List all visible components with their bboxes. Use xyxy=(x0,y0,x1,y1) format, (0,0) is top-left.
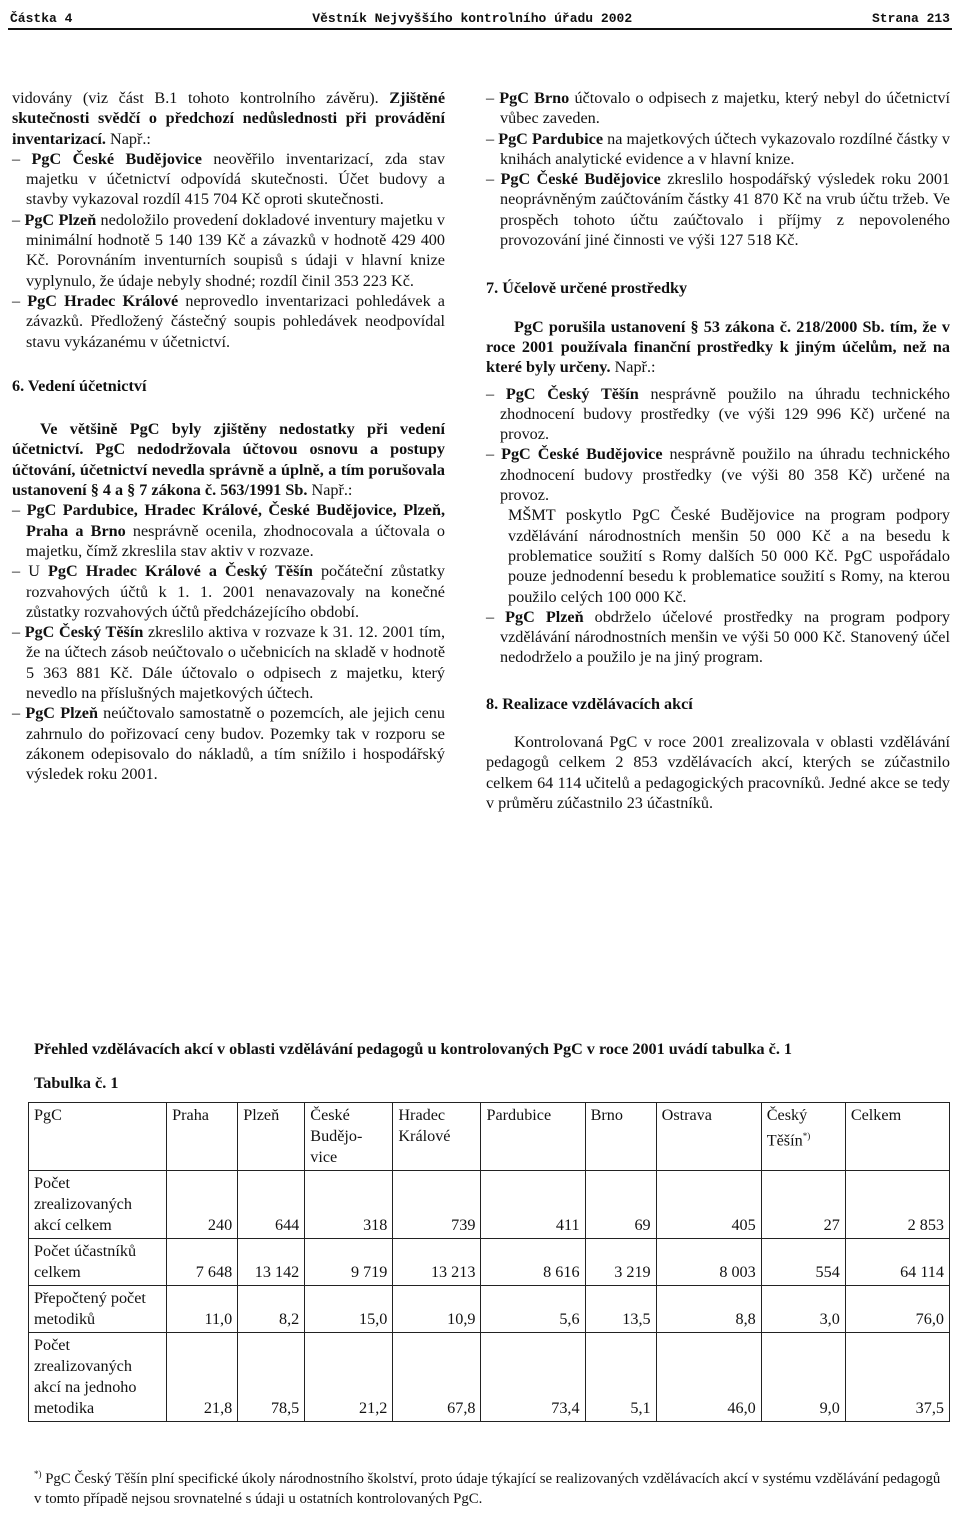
table-cell: 73,4 xyxy=(481,1333,585,1422)
column-header: Celkem xyxy=(845,1103,949,1171)
list-item: – PgC České Budějovice nesprávně použilo na úhradu technického zhodnocení budovy prostředky (ve výši 80 358 Kč) určené na provoz. xyxy=(486,445,951,505)
column-header: PgC xyxy=(29,1103,167,1171)
list-item: – PgC Český Těšín zkreslilo aktiva v rozvaze k 31. 12. 2001 tím, že na účtech zásob neúčtovalo o učebnicích na skladě v hodnotě 5 363 881 Kč. Dále účtovalo o odpisech z majetku, který nevedlo na příslušných majetkových účtech. xyxy=(12,623,446,703)
footnote-mark: *) xyxy=(34,1469,42,1479)
table-cell: 11,0 xyxy=(167,1286,238,1333)
column-header: České Budějo-vice xyxy=(305,1103,393,1171)
column-header: Pardubice xyxy=(481,1103,585,1171)
table-cell: 21,2 xyxy=(305,1333,393,1422)
table-header-row xyxy=(29,1103,950,1171)
column-header: Praha xyxy=(167,1103,238,1171)
table-cell: 318 xyxy=(305,1171,393,1239)
column-header: Brno xyxy=(585,1103,656,1171)
list-item-continuation: MŠMT poskytlo PgC České Budějovice na program podpory vzdělávání národnostních menšin 50 000 Kč a na besedu k problematice soužití s Romy dalších 50 000 Kč. PgC uspořádalo pouze jednodenní besedu k problematice soužití s Romy, na kterou použilo celých 100 000 Kč. xyxy=(508,506,950,606)
table-cell: 69 xyxy=(585,1171,656,1239)
table-cell: 21,8 xyxy=(167,1333,238,1422)
table-row xyxy=(29,1333,950,1422)
column-header: Hradec Králové xyxy=(393,1103,481,1171)
table-cell: 9 719 xyxy=(305,1239,393,1286)
list-item: – PgC Český Těšín nesprávně použilo na úhradu technického zhodnocení budovy prostředky (ve výši 129 996 Kč) určené na provoz. xyxy=(486,384,951,444)
table-cell: 405 xyxy=(656,1171,761,1239)
section-7-lead: PgC porušila ustanovení § 53 zákona č. 218/2000 Sb. tím, že v roce 2001 používala finanční prostředky k jiným účelům, než na které byly určeny. Např.: xyxy=(486,317,950,377)
footnote-mark: *) xyxy=(802,1131,811,1141)
table-cell: 8 616 xyxy=(481,1239,585,1286)
column-header: Plzeň xyxy=(238,1103,305,1171)
row-label: Přepočtený počet metodiků xyxy=(29,1286,167,1333)
table-cell: 3,0 xyxy=(761,1286,845,1333)
table-caption: Tabulka č. 1 xyxy=(34,1074,119,1092)
list-item: – PgC Plzeň nedoložilo provedení dokladové inventury majetku v minimální hodnotě 5 140 139 Kč a závazků v hodnotě 429 400 Kč. Porovnáním inventurních soupisů s údaji v hlavní knize vyplynulo, že údaje nebyly shodné; rozdíl činil 353 223 Kč. xyxy=(12,210,446,290)
table-row xyxy=(29,1171,950,1239)
table-cell: 3 219 xyxy=(585,1239,656,1286)
table-row xyxy=(29,1239,950,1286)
table-cell: 739 xyxy=(393,1171,481,1239)
table-intro: Přehled vzdělávacích akcí v oblasti vzdělávání pedagogů u kontrolovaných PgC v roce 2001 uvádí tabulka č. 1 xyxy=(34,1040,793,1058)
list-item: – PgC České Budějovice neověřilo inventarizací, zda stav majetku v účetnictví odpovídá skutečnosti. Účet budovy a stavby vykazoval rozdíl 415 704 Kč oproti skutečnosti. xyxy=(12,149,445,209)
section-8-title: 8. Realizace vzdělávacích akcí xyxy=(486,694,693,713)
left-column xyxy=(12,88,445,785)
table-cell: 411 xyxy=(481,1171,585,1239)
table-cell: 8,2 xyxy=(238,1286,305,1333)
table-cell: 5,6 xyxy=(481,1286,585,1333)
section-6-title: 6. Vedení účetnictví xyxy=(12,376,147,395)
list-item: – PgC České Budějovice zkreslilo hospodářský výsledek roku 2001 neoprávněným zaúčtováním částky 41 870 Kč na vrub účtu tržeb. Ve prospěch tohoto účtu zaúčtovalo i příjmy z nepovoleného provozování jiné činnosti ve výši 127 518 Kč. xyxy=(486,170,951,250)
list-item: – PgC Hradec Králové neprovedlo inventarizaci pohledávek a závazků. Předložený částečný soupis pohledávek neodpovídal stavu vykázanému v účetnictví. xyxy=(12,291,445,351)
section-8-text: Kontrolovaná PgC v roce 2001 zrealizovala v oblasti vzdělávání pedagogů celkem 2 853 vzdělávacích akcí, kterých se zúčastnilo celkem 64 114 učitelů a pedagogických pracovníků. Jedné akce se tedy v průměru zúčastnilo 23 účastníků. xyxy=(486,733,950,812)
table-cell: 9,0 xyxy=(761,1333,845,1422)
table-row xyxy=(29,1286,950,1333)
issue-label: Částka 4 xyxy=(10,11,73,26)
table-cell: 64 114 xyxy=(845,1239,949,1286)
table-cell: 13,5 xyxy=(585,1286,656,1333)
table-cell: 644 xyxy=(238,1171,305,1239)
table-cell: 13 213 xyxy=(393,1239,481,1286)
row-label: Počet zrealizovaných akcí celkem xyxy=(29,1171,167,1239)
list-item: – PgC Plzeň neúčtovalo samostatně o pozemcích, ale jejich cenu zahrnulo do pořizovací ceny budov. Pozemky tak v rozporu se zákonem odepisovalo do nákladů, a tím snížilo i hospodářský výsledek roku 2001. xyxy=(12,704,445,784)
page-number: Strana 213 xyxy=(871,11,950,26)
header-rule xyxy=(8,28,952,30)
table-cell: 8 003 xyxy=(656,1239,761,1286)
section-6-lead: Ve většině PgC byly zjištěny nedostatky při vedení účetnictví. PgC nedodržovala účtovou osnovu a postupy účtování, účetnictví nevedla správně a úplně, a tím porušovala ustanovení § 4 a § 7 zákona č. 563/1991 Sb. Např.: xyxy=(12,420,445,500)
table-cell: 67,8 xyxy=(393,1333,481,1422)
table-cell: 240 xyxy=(167,1171,238,1239)
table-cell: 15,0 xyxy=(305,1286,393,1333)
list-item: – PgC Brno účtovalo o odpisech z majetku, který nebyl do účetnictví vůbec zaveden. xyxy=(486,89,950,128)
paragraph-continuation: vidovány (viz část B.1 tohoto kontrolního závěru). Zjištěné skutečnosti svědčí o předchozí nedůslednosti při provádění inventarizací. Např.: xyxy=(12,89,445,148)
table-cell: 37,5 xyxy=(845,1333,949,1422)
running-head xyxy=(10,4,950,26)
list-item: – PgC Plzeň obdrželo účelové prostředky na program podpory vzdělávání národnostních menšin ve výši 50 000 Kč. Stanovený účel nedodrželo a použilo je na jiný program. xyxy=(486,607,950,667)
column-header: Ostrava xyxy=(656,1103,761,1171)
table-cell: 13 142 xyxy=(238,1239,305,1286)
table-cell: 8,8 xyxy=(656,1286,761,1333)
table-cell: 78,5 xyxy=(238,1333,305,1422)
section-7-title: 7. Účelově určené prostředky xyxy=(486,279,688,298)
column-header: Český Těšín*) xyxy=(761,1103,845,1171)
footnote: *) PgC Český Těšín plní specifické úkoly národnostního školství, proto údaje týkající se realizovaných vzdělávacích akcí v systému vzdělávání pedagogů v tomto případě nejsou srovnatelné s údaji u ostatních kontrolovaných PgC. xyxy=(34,1469,941,1507)
table-cell: 554 xyxy=(761,1239,845,1286)
list-item: – PgC Pardubice, Hradec Králové, České Budějovice, Plzeň, Praha a Brno nesprávně ocenila, zhodnocovala a účtovala o majetku, čímž zkreslila stav aktiv v rozvaze. xyxy=(12,501,446,560)
table-cell: 27 xyxy=(761,1171,845,1239)
table-cell: 46,0 xyxy=(656,1333,761,1422)
table-cell: 2 853 xyxy=(845,1171,949,1239)
row-label: Počet zrealizovaných akcí na jednoho metodika xyxy=(29,1333,167,1422)
list-item: – U PgC Hradec Králové a Český Těšín počáteční zůstatky rozvahových účtů k 1. 1. 2001 nenavazovaly na konečné zůstatky rozvahových účtů předcházejícího období. xyxy=(12,562,445,621)
table-cell: 76,0 xyxy=(845,1286,949,1333)
table-cell: 7 648 xyxy=(167,1239,238,1286)
table-cell: 5,1 xyxy=(585,1333,656,1422)
table-cell: 10,9 xyxy=(393,1286,481,1333)
data-table xyxy=(28,1102,950,1422)
right-column xyxy=(486,88,950,813)
row-label: Počet účastníků celkem xyxy=(29,1239,167,1286)
list-item: – PgC Pardubice na majetkových účtech vykazovalo rozdílné částky v knihách analytické evidence a v hlavní knize. xyxy=(486,129,950,168)
journal-title: Věstník Nejvyššího kontrolního úřadu 2002 xyxy=(312,11,633,26)
